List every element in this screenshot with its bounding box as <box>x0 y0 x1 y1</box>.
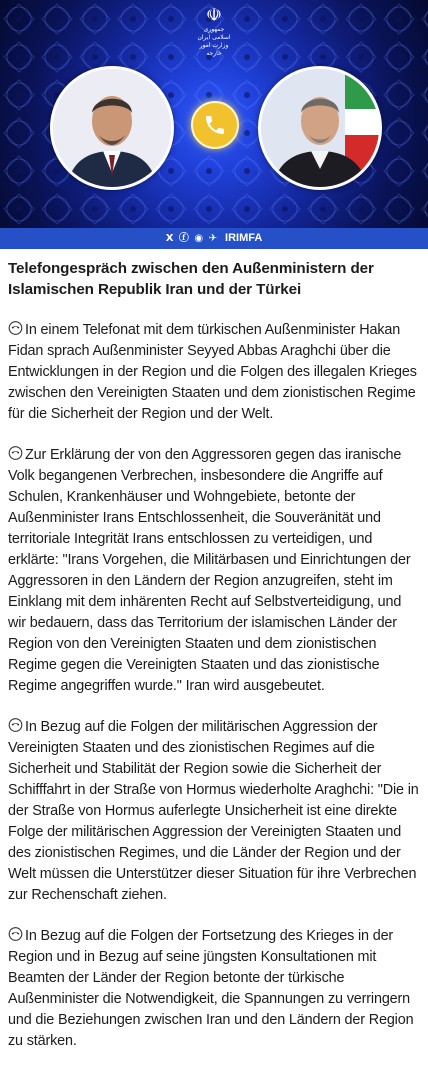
ministry-name-text: جمهوری اسلامی ایران وزارت امور خارجه <box>197 26 231 57</box>
social-handle-text: IRIMFA <box>225 232 263 244</box>
phone-handset-icon <box>8 446 23 460</box>
news-article <box>8 258 420 1072</box>
paragraph-text: Zur Erklärung der von den Aggressoren gegen das iranische Volk begangenen Verbrechen, insbesondere die Angriffe auf Schulen, Krankenhäuser und Wohngebiete, betonte der Außenminister Irans Entschlossenheit, die Souveränität und territoriale Integrität Irans entschlossen zu verteidigen, und erklärte: "Irans Vorgehen, die Militärbasen und Einrichtungen der Aggressoren in den Ländern der Region anzugreifen, steht im Einklang mit dem inhärenten Recht auf Selbstverteidigung, und wir bedauern, dass das Territorium der islamischen Länder der Region von den Vereinigten Staaten und dem zionistischen Regime gegen die Vereinigten Staaten und das zionistische Regime angegriffen wurde." Iran wird ausgebeutet. <box>8 447 411 694</box>
phone-handset-icon <box>8 718 23 732</box>
paragraph-text: In einem Telefonat mit dem türkischen Außenminister Hakan Fidan sprach Außenminister Seyyed Abbas Araghchi über die Entwicklungen in der Region und die Folgen des illegalen Krieges zwischen den Vereinigten Staaten und dem zionistischen Regime für die Sicherheit der Region und der Welt. <box>8 322 417 422</box>
portrait-turkish-minister <box>50 66 174 190</box>
header-banner <box>0 0 428 228</box>
person-icon <box>53 69 171 187</box>
article-paragraph <box>8 445 420 697</box>
ministry-emblem <box>194 5 234 57</box>
portrait-iranian-minister <box>258 66 382 190</box>
social-media-icons: X ⓕ ◉ ✈ <box>165 233 218 244</box>
article-paragraph <box>8 926 420 1052</box>
article-paragraph <box>8 320 420 425</box>
phone-handset-icon <box>8 927 23 941</box>
social-handle-bar[interactable] <box>0 228 428 249</box>
person-icon <box>261 69 379 187</box>
paragraph-text: In Bezug auf die Folgen der Fortsetzung des Krieges in der Region und in Bezug auf seine jüngsten Konsultationen mit Beamten der Länder der Region betonte der türkische Außenminister die Notwendigkeit, die Spannungen zu verringern und die Beziehungen zwischen Iran und den Ländern der Region zu stärken. <box>8 928 414 1049</box>
iran-emblem-icon: ☫ <box>205 5 223 26</box>
phone-handset-icon <box>8 321 23 335</box>
article-paragraph <box>8 717 420 906</box>
article-headline: Telefongespräch zwischen den Außenministern der Islamischen Republik Iran und der Türkei <box>8 260 374 298</box>
phone-call-icon <box>191 101 239 149</box>
paragraph-text: In Bezug auf die Folgen der militärischen Aggression der Vereinigten Staaten und des zionistischen Regimes auf die Sicherheit und Stabilität der Region sowie die Sicherheit der Schifffahrt in der Straße von Hormus wiederholte Araghchi: "Die in der Straße von Hormus auferlegte Unsicherheit ist eine direkte Folge der militärischen Aggression der Vereinigten Staaten und des zionistischen Regimes, und die Länder der Region und der Welt müssen die Unterstützer dieser Situation für ihre Verbrechen zur Rechenschaft ziehen. <box>8 719 419 903</box>
